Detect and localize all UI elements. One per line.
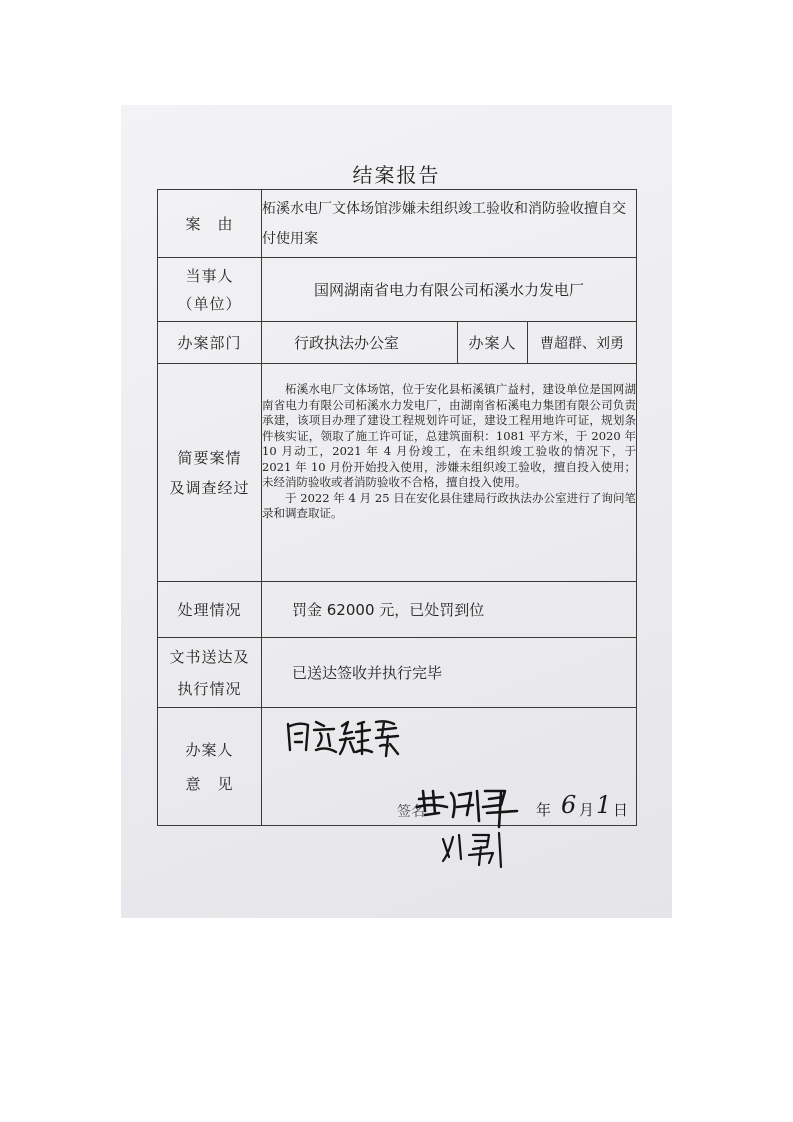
day-label: 日 bbox=[613, 801, 629, 819]
document-photo bbox=[121, 105, 672, 918]
summary-paragraph-2: 于 2022 年 4 月 25 日在安化县住建局行政执法办公室进行了询问笔录和调查取证。 bbox=[262, 490, 637, 520]
delivery-label bbox=[158, 638, 262, 708]
handler-value: 曹超群、刘勇 bbox=[528, 322, 637, 364]
sign-prefix: 签名 bbox=[397, 804, 425, 820]
handwritten-opinion-image bbox=[284, 716, 404, 760]
opinion-label-line1: 办案人 bbox=[185, 740, 234, 759]
row-delivery bbox=[158, 638, 637, 708]
delivery-label-line1: 文书送达及 bbox=[169, 647, 250, 666]
handler-label: 办案人 bbox=[458, 322, 528, 364]
summary-value bbox=[262, 364, 637, 582]
summary-paragraph-1: 柘溪水电厂文体场馆，位于安化县柘溪镇广益村，建设单位是国网湖南省电力有限公司柘溪水力发电厂，由湖南省柘溪电力集团有限公司负责承建，该项目办理了建设工程规划许可证，建设工程用地许可证，规划条件核实证，领取了施工许可证，总建筑面积：1081 平方米，于 2020 年 10 月动工，2021 年 4 月份竣工，在未组织竣工验收的情况下，于 2021 年 10 月份开始投入使用，涉嫌未组织竣工验收，擅自投入使用；未经消防验收或者消防验收不合格，擅自投入使用。 bbox=[262, 382, 637, 489]
summary-label-line2: 及调查经过 bbox=[169, 478, 250, 497]
month-label: 月 bbox=[579, 801, 595, 819]
handling-value: 罚金 62000 元，已处罚到位 bbox=[262, 582, 637, 638]
signature-caochaoqun-image bbox=[413, 785, 525, 829]
case-closing-form bbox=[157, 189, 637, 826]
opinion-label-line2: 意 见 bbox=[185, 774, 234, 793]
date-day: 1 bbox=[596, 791, 612, 819]
party-value: 国网湖南省电力有限公司柘溪水力发电厂 bbox=[262, 258, 637, 322]
party-label bbox=[158, 258, 262, 322]
delivery-value: 已送达签收并执行完毕 bbox=[262, 638, 637, 708]
date-month: 6 bbox=[561, 791, 577, 819]
delivery-label-line2: 执行情况 bbox=[177, 679, 242, 698]
row-case-reason bbox=[158, 190, 637, 258]
opinion-label bbox=[158, 708, 262, 826]
case-reason-value: 柘溪水电厂文体场馆涉嫌未组织竣工验收和消防验收擅自交付使用案 bbox=[262, 190, 637, 258]
row-department bbox=[158, 322, 637, 364]
department-value: 行政执法办公室 bbox=[262, 322, 458, 364]
row-party bbox=[158, 258, 637, 322]
case-reason-label: 案 由 bbox=[158, 190, 262, 258]
party-label-line2: （单位） bbox=[177, 294, 242, 313]
handling-label: 处理情况 bbox=[158, 582, 262, 638]
summary-label-line1: 简要案情 bbox=[177, 448, 242, 467]
year-label: 年 bbox=[536, 801, 552, 819]
row-summary bbox=[158, 364, 637, 582]
summary-label bbox=[158, 364, 262, 582]
party-label-line1: 当事人 bbox=[185, 266, 234, 285]
signature-liuyong-image bbox=[439, 829, 509, 869]
department-label: 办案部门 bbox=[158, 322, 262, 364]
row-handling bbox=[158, 582, 637, 638]
page-title: 结案报告 bbox=[352, 163, 441, 187]
